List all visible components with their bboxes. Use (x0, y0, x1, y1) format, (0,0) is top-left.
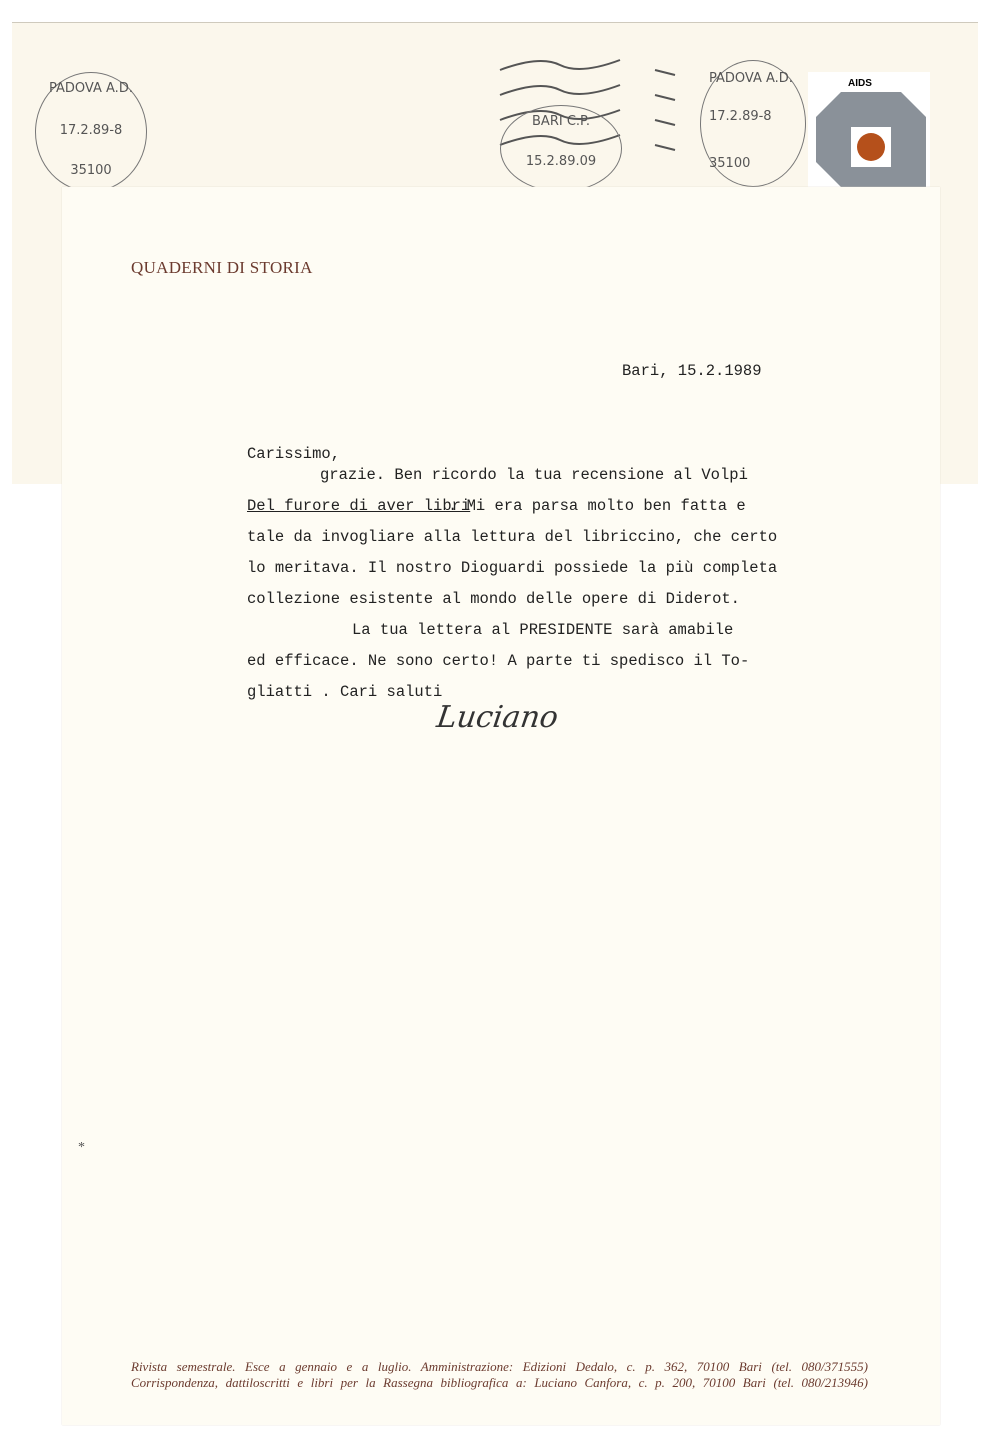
postmark-zip: 35100 (70, 163, 112, 178)
postmark-padova-left (35, 72, 147, 192)
postmark-date: 15.2.89.09 (525, 154, 597, 169)
letter-date: Bari, 15.2.1989 (622, 362, 762, 380)
footer-line-1: Rivista semestrale. Esce a gennaio e a luglio. Amministrazione: Edizioni Dedalo, c. p. 362, 70100 Bari (tel. 080/371555) (131, 1359, 868, 1374)
postmark-padova-right (700, 60, 806, 187)
closing-line: gliatti . Cari saluti (247, 683, 443, 701)
footer-line-2: Corrispondenza, dattiloscritti e libri per la Rassegna bibliografica a: Luciano Canfora, c. p. 200, 70100 Bari (tel. 080/213946) (131, 1375, 868, 1390)
stamp-label: AIDS (848, 78, 872, 89)
postmark-date: 17.2.89-8 (59, 123, 123, 138)
body-line: La tua lettera al PRESIDENTE sarà amabile (352, 621, 734, 639)
postmark-city: PADOVA A.D. (709, 71, 793, 86)
postmark-city: BARI C.P. (532, 114, 590, 129)
salutation: Carissimo, (247, 445, 341, 463)
letterhead-title: QUADERNI DI STORIA (131, 258, 313, 277)
book-title: Del furore di aver libri (247, 497, 471, 515)
body-line: . Mi era parsa molto ben fatta e (448, 497, 746, 515)
postmark-zip: 35100 (709, 156, 751, 171)
postmark-bari (500, 105, 622, 192)
postmark-date: 17.2.89-8 (709, 109, 772, 124)
postage-stamp (808, 72, 930, 188)
postmark-city: PADOVA A.D. (49, 81, 133, 96)
handwritten-signature: Luciano (434, 700, 561, 735)
body-line: lo meritava. Il nostro Dioguardi possiede la più completa (247, 559, 778, 577)
body-line: collezione esistente al mondo delle opere di Diderot. (247, 590, 740, 608)
body-line: grazie. Ben ricordo la tua recensione al Volpi (320, 466, 748, 484)
body-line: ed efficace. Ne sono certo! A parte ti spedisco il To- (247, 652, 750, 670)
letter-sheet (62, 187, 940, 1425)
stamp-artwork-icon (816, 92, 928, 188)
asterisk-mark: * (78, 1140, 85, 1155)
body-line: tale da invogliare alla lettura del libriccino, che certo (247, 528, 778, 546)
